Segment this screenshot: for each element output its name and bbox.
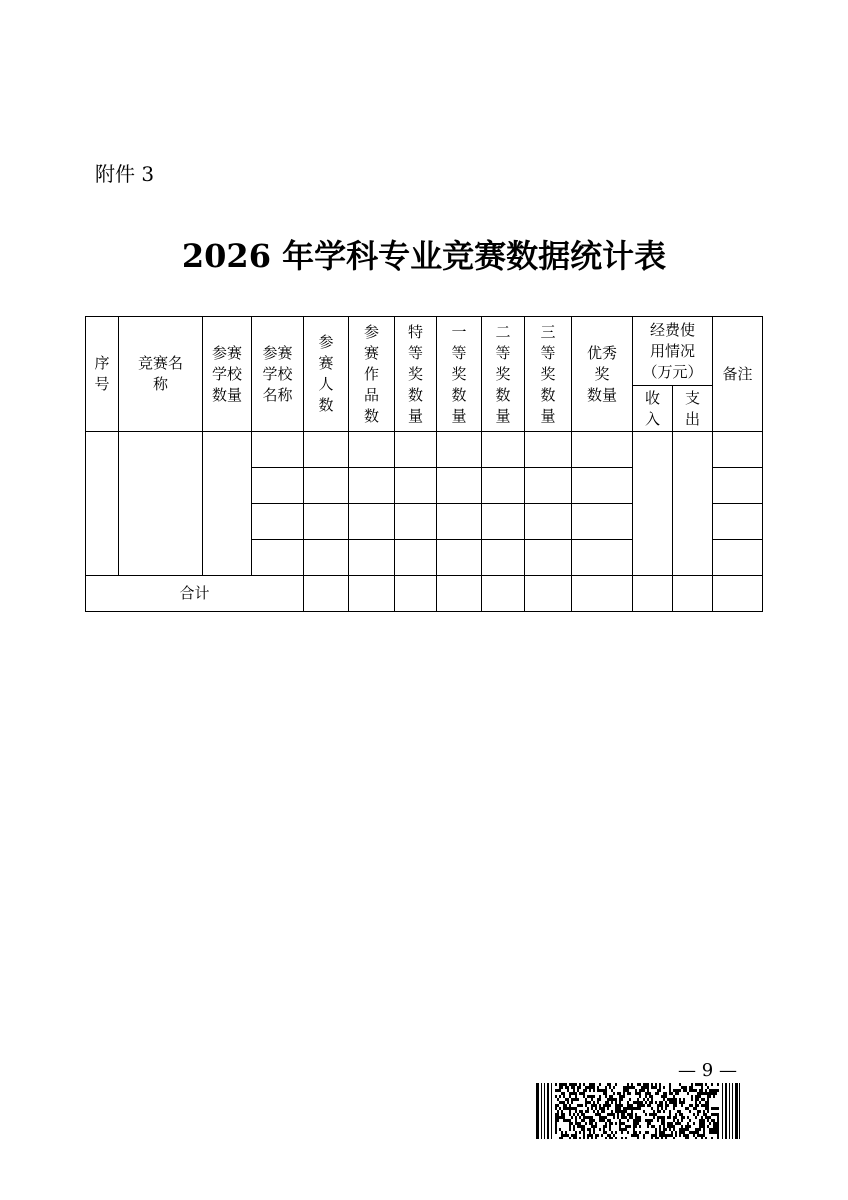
statistics-table [85,316,763,612]
table-cell [633,576,673,612]
table-cell-seq [86,432,119,576]
header-cell-second-prize: 二 等 奖 数 量 [482,317,525,432]
header-cell-seq: 序 号 [86,317,119,432]
table-cell [673,576,713,612]
header-cell-expense: 支 出 [673,386,713,432]
table-cell [252,540,304,576]
table-cell [437,576,482,612]
table-cell [437,540,482,576]
table-cell [482,540,525,576]
table-cell [304,432,349,468]
table-cell [525,504,572,540]
header-cell-competition-name: 竞赛名 称 [119,317,203,432]
table-cell [482,576,525,612]
table-cell [525,468,572,504]
table-cell [713,468,763,504]
page-title: 2026 年学科专业竞赛数据统计表 [181,237,667,275]
table-cell [437,504,482,540]
page-number: — 9 — [678,1060,737,1081]
barcode-image [536,1083,740,1139]
table-cell [304,540,349,576]
table-cell-school-count [203,432,252,576]
header-cell-excellence-prize: 优秀 奖 数量 [572,317,633,432]
table-cell [349,468,395,504]
table-cell [395,576,437,612]
table-cell [395,468,437,504]
table-cell [482,504,525,540]
table-row [86,432,763,468]
table-cell [395,504,437,540]
table-cell [572,576,633,612]
table-cell [482,468,525,504]
table-cell [252,468,304,504]
attachment-label: 附件 3 [95,162,155,186]
header-cell-first-prize: 一 等 奖 数 量 [437,317,482,432]
table-cell [437,432,482,468]
total-row [86,576,763,612]
header-cell-funding: 经费使 用情况 （万元） [633,317,713,386]
table-cell [349,540,395,576]
table-cell [572,540,633,576]
table-cell [482,432,525,468]
table-cell [349,432,395,468]
header-row [86,317,763,386]
table-cell [572,432,633,468]
table-cell [713,540,763,576]
table-cell [713,576,763,612]
total-label: 合计 [86,576,304,612]
table-cell [252,504,304,540]
table-cell [252,432,304,468]
header-cell-works: 参 赛 作 品 数 [349,317,395,432]
table-cell [349,504,395,540]
table-cell [572,504,633,540]
table-cell-expense [673,432,713,576]
table-cell [395,432,437,468]
table-cell [304,576,349,612]
table-cell [437,468,482,504]
header-cell-participants: 参 赛 人 数 [304,317,349,432]
table-cell [304,468,349,504]
header-cell-school-count: 参赛 学校 数量 [203,317,252,432]
table-cell [525,432,572,468]
table-cell [395,540,437,576]
table-cell [349,576,395,612]
table-cell-income [633,432,673,576]
table-cell [525,540,572,576]
table-cell [713,432,763,468]
table-cell [304,504,349,540]
table-cell-competition-name [119,432,203,576]
table-cell [525,576,572,612]
header-cell-school-name: 参赛 学校 名称 [252,317,304,432]
table-cell [572,468,633,504]
header-cell-special-prize: 特 等 奖 数 量 [395,317,437,432]
header-cell-remarks: 备注 [713,317,763,432]
header-cell-third-prize: 三 等 奖 数 量 [525,317,572,432]
table-cell [713,504,763,540]
header-cell-income: 收 入 [633,386,673,432]
